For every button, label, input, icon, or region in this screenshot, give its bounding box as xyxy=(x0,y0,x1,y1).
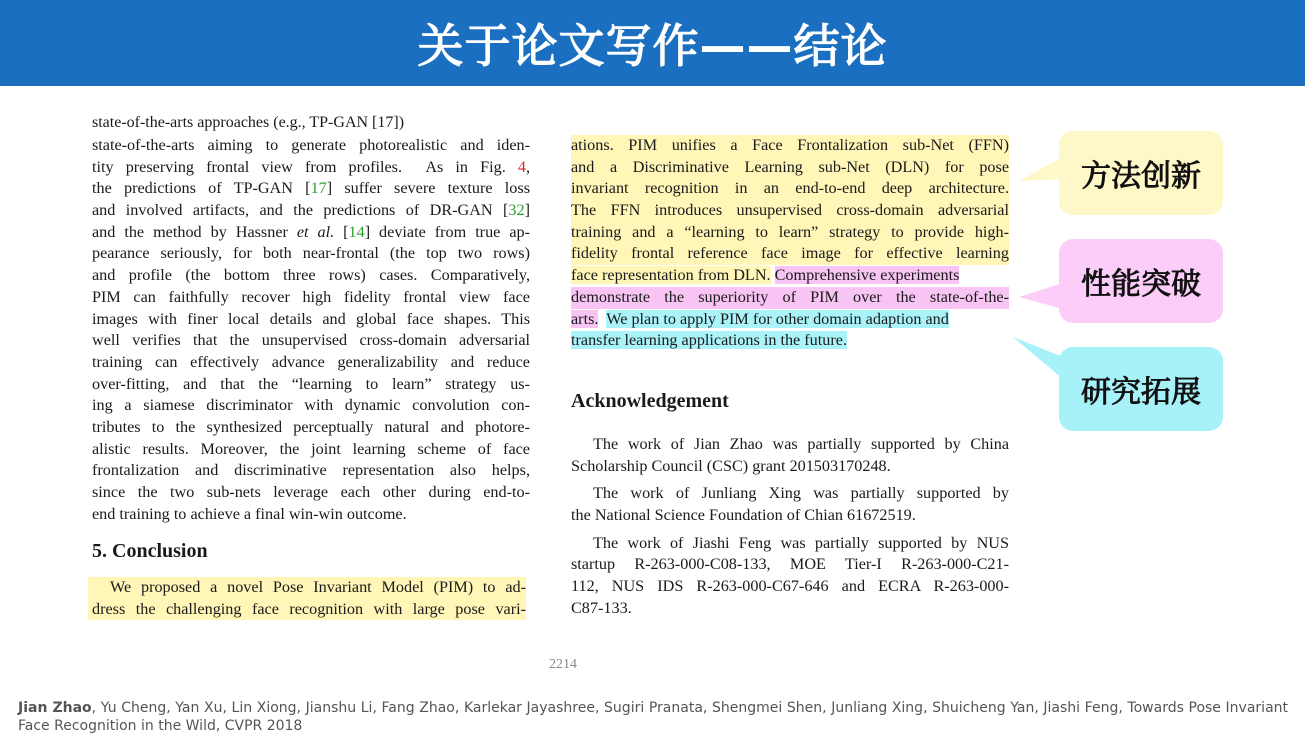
callout-label: 性能突破 xyxy=(1081,267,1201,302)
highlight-yellow-line: invariant recognition in an end-to-end deep architecture. xyxy=(571,178,1009,200)
cut-top-text: state-of-the-arts approaches (e.g., TP-GAN [17]) xyxy=(92,114,405,131)
left-line: tity preserving frontal view from profiles. As in Fig. 4, xyxy=(92,157,530,176)
acknowledgement-heading: Acknowledgement xyxy=(571,390,729,412)
left-line: pearance seriously, for both near-frontal (the top two rows) xyxy=(92,244,530,263)
left-line: well verifies that the unsupervised cross-domain adversarial xyxy=(92,331,530,350)
left-column xyxy=(92,135,530,525)
highlight-cyan-text: transfer learning applications in the future. xyxy=(571,331,847,350)
conclusion-heading: 5. Conclusion xyxy=(92,540,208,562)
right-column xyxy=(571,135,1009,352)
ack-line: Scholarship Council (CSC) grant 201503170248. xyxy=(571,456,891,475)
ack-paragraph xyxy=(571,483,1009,526)
left-line: state-of-the-arts aiming to generate photorealistic and iden- xyxy=(92,136,530,154)
page-number: 2214 xyxy=(549,657,577,672)
citation-ref[interactable]: 32 xyxy=(508,201,525,220)
ack-line: the National Science Foundation of Chian 61672519. xyxy=(571,506,916,525)
callout-tail xyxy=(1019,279,1063,319)
ack-line: The work of Junliang Xing was partially supported by xyxy=(593,484,1009,503)
highlight-yellow-line: training and a “learning to learn” strategy to provide high- xyxy=(571,222,1009,244)
conclusion-line-highlight-yellow: We proposed a novel Pose Invariant Model (PIM) to ad- xyxy=(88,577,526,599)
ack-line: C87-133. xyxy=(571,598,632,617)
left-line: over-fitting, and that the “learning to learn” strategy us- xyxy=(92,374,530,393)
left-line: PIM can faithfully recover high fidelity frontal view face xyxy=(92,287,530,306)
ack-paragraph xyxy=(571,533,1009,620)
highlight-yellow-line: and a Discriminative Learning sub-Net (DLN) for pose xyxy=(571,157,1009,179)
highlight-cyan-line-wrap xyxy=(571,330,1009,352)
left-line: and profile (the bottom three rows) cases. Comparatively, xyxy=(92,266,530,285)
callout-method-innovation xyxy=(1059,131,1223,215)
left-line: images with finer local details and global face shapes. This xyxy=(92,309,530,328)
first-author: Jian Zhao xyxy=(18,700,92,716)
slide-title: 关于论文写作——结论 xyxy=(417,19,888,73)
left-line: and the method by Hassner et al. [14] deviate from true ap- xyxy=(92,222,530,241)
citation-ref[interactable]: 17 xyxy=(310,179,327,198)
left-line: end training to achieve a final win-win outcome. xyxy=(92,504,407,523)
ack-line: The work of Jiashi Feng was partially supported by NUS xyxy=(593,533,1009,552)
left-line: the predictions of TP-GAN [17] suffer severe texture loss xyxy=(92,179,530,198)
callout-tail xyxy=(1019,149,1063,199)
title-banner xyxy=(0,0,1305,86)
acknowledgement-body xyxy=(571,434,1009,620)
mixed-highlight-line xyxy=(571,309,1009,331)
left-line: since the two sub-nets leverage each other during end-to- xyxy=(92,483,530,501)
left-line: training can effectively advance generalizability and reduce xyxy=(92,352,530,371)
highlight-pink-text: Comprehensive experiments xyxy=(774,266,960,285)
citation-ref[interactable]: 14 xyxy=(348,222,365,241)
mixed-highlight-line xyxy=(571,265,1009,287)
left-line: frontalization and discriminative representation also helps, xyxy=(92,461,530,480)
left-line: alistic results. Moreover, the joint learning scheme of face xyxy=(92,439,530,458)
conclusion-text xyxy=(92,577,530,620)
ack-paragraph xyxy=(571,434,1009,477)
left-line: ing a siamese discriminator with dynamic convolution con- xyxy=(92,396,530,415)
fig-ref[interactable]: 4 xyxy=(517,157,526,176)
citation-rest: , Yu Cheng, Yan Xu, Lin Xiong, Jianshu Li, Fang Zhao, Karlekar Jayashree, Sugiri Pranata, Shengmei Shen, Junliang Xing, Shuicheng Yan, Jiashi Feng, Towards Pose Invariant Face Recognition in the Wild, CVPR 2018 xyxy=(18,700,1289,734)
highlight-yellow-text: face representation from DLN. xyxy=(571,266,771,285)
conclusion-line-highlight-yellow: dress the challenging face recognition with large pose vari- xyxy=(88,599,526,621)
ack-line: startup R-263-000-C08-133, MOE Tier-I R-263-000-C21- xyxy=(571,555,1009,574)
callout-label: 研究拓展 xyxy=(1081,375,1201,410)
left-line: and involved artifacts, and the predictions of DR-GAN [32] xyxy=(92,201,530,220)
highlight-yellow-line: fidelity frontal reference face image for effective learning xyxy=(571,243,1009,265)
highlight-yellow-line: ations. PIM unifies a Face Frontalization sub-Net (FFN) xyxy=(571,135,1009,157)
highlight-pink-text: arts. xyxy=(571,309,599,328)
highlight-pink-line: demonstrate the superiority of PIM over the state-of-the- xyxy=(571,287,1009,309)
highlight-cyan-text: We plan to apply PIM for other domain adaption and xyxy=(606,309,949,328)
callout-tail xyxy=(1013,337,1063,387)
ack-line: The work of Jian Zhao was partially supported by China xyxy=(593,435,1009,453)
citation-footer xyxy=(18,699,1288,735)
highlight-yellow-line: The FFN introduces unsupervised cross-domain adversarial xyxy=(571,200,1009,222)
callout-label: 方法创新 xyxy=(1081,159,1201,194)
callout-performance-breakthrough xyxy=(1059,239,1223,323)
ack-line: 112, NUS IDS R-263-000-C67-646 and ECRA R-263-000- xyxy=(571,577,1009,596)
callout-research-extension xyxy=(1059,347,1223,431)
left-line: tributes to the synthesized perceptually natural and photore- xyxy=(92,417,530,436)
